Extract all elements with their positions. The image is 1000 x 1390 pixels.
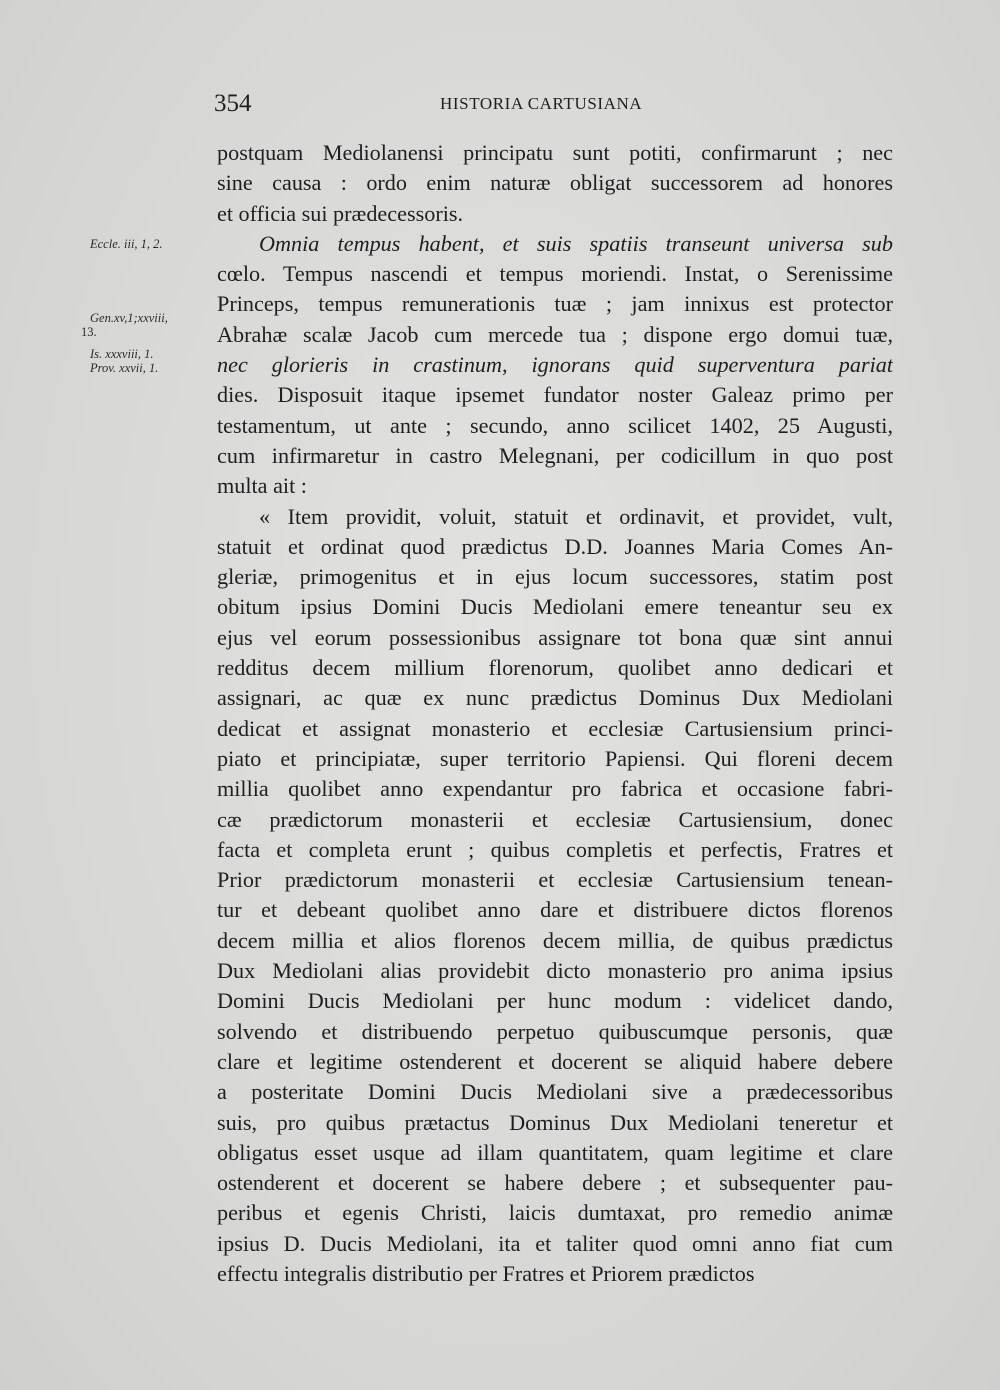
text-line: cæ prædictorum monasterii et ecclesiæ Cartusiensium, donec (217, 806, 893, 832)
margin-note-gen: Gen.xv,1;xxviii, (90, 311, 168, 325)
text-line: clare et legitime ostenderent et docerent se aliquid habere debere (217, 1048, 893, 1074)
text-line: postquam Mediolanensi principatu sunt potiti, confirmarunt ; nec (217, 140, 893, 165)
text-line: Prior prædictorum monasterii et ecclesiæ Cartusiensium tenean- (217, 867, 893, 893)
running-title: HISTORIA CARTUSIANA (440, 94, 643, 113)
text-line: et officia sui prædecessoris. (217, 200, 464, 226)
text-line: ipsius D. Ducis Mediolani, ita et taliter quod omni anno fiat cum (217, 1230, 893, 1256)
text-line: testamentum, ut ante ; secundo, anno scilicet 1402, 25 Augusti, (217, 412, 893, 438)
text-line: ostenderent et docerent se habere debere ; et subsequenter pau- (217, 1170, 893, 1196)
text-line: multa ait : (217, 473, 307, 499)
text-line: gleriæ, primogenitus et in ejus locum successores, statim post (217, 564, 893, 590)
text-line: Dux Mediolani alias providebit dicto monasterio pro anima ipsius (217, 958, 893, 984)
text-line: decem millia et alios florenos decem millia, de quibus prædictus (217, 927, 893, 953)
text-line: redditus decem millium florenorum, quolibet anno dedicari et (217, 655, 893, 681)
text-line: ejus vel eorum possessionibus assignare tot bona quæ sint annui (217, 624, 893, 650)
text-line: obitum ipsius Domini Ducis Mediolani emere teneantur seu ex (217, 594, 893, 620)
text-line: a posteritate Domini Ducis Mediolani sive a prædecessoribus (217, 1079, 893, 1105)
text-line: Abrahæ scalæ Jacob cum mercede tua ; dispone ergo domui tuæ, (217, 321, 893, 347)
page-number: 354 (214, 90, 252, 117)
text-line: peribus et egenis Christi, laicis dumtaxat, pro remedio animæ (217, 1200, 893, 1226)
margin-note-proverbs: Prov. xxvii, 1. (90, 361, 159, 375)
margin-note-gen-cont: 13. (81, 325, 97, 339)
text-line: sine causa : ordo enim naturæ obligat successorem ad honores (217, 170, 893, 196)
text-line: cœlo. Tempus nascendi et tempus moriendi. Instat, o Serenissime (217, 261, 893, 287)
text-line: assignari, ac quæ ex nunc prædictus Dominus Dux Mediolani (217, 685, 893, 711)
margin-note-eccle: Eccle. iii, 1, 2. (90, 237, 163, 251)
text-line: « Item providit, voluit, statuit et ordinavit, et providet, vult, (259, 503, 893, 529)
text-line: nec glorieris in crastinum, ignorans quid superventura pariat (217, 352, 893, 378)
text-line: millia quolibet anno expendantur pro fabrica et occasione fabri- (217, 776, 893, 802)
body-text (217, 138, 893, 1289)
text-line: suis, pro quibus prætactus Dominus Dux Mediolani teneretur et (217, 1109, 893, 1135)
text-line: tur et debeant quolibet anno dare et distribuere dictos florenos (217, 897, 893, 923)
page-header (0, 90, 1000, 124)
text-line: solvendo et distribuendo perpetuo quibuscumque personis, quæ (217, 1018, 893, 1044)
text-line: effectu integralis distributio per Fratres et Priorem prædictos (217, 1260, 755, 1286)
text-line: cum infirmaretur in castro Melegnani, per codicillum in quo post (217, 442, 893, 468)
text-line: facta et completa erunt ; quibus completis et perfectis, Fratres et (217, 836, 893, 862)
text-line: Domini Ducis Mediolani per hunc modum : videlicet dando, (217, 988, 893, 1014)
text-line: statuit et ordinat quod prædictus D.D. Joannes Maria Comes An- (217, 533, 893, 559)
text-line: piato et principiatæ, super territorio Papiensi. Qui floreni decem (217, 745, 893, 771)
text-line: Omnia tempus habent, et suis spatiis transeunt universa sub (259, 230, 893, 256)
text-line: Princeps, tempus remunerationis tuæ ; jam innixus est protector (217, 291, 893, 317)
text-line: dedicat et assignat monasterio et ecclesiæ Cartusiensium princi- (217, 715, 893, 741)
text-line: obligatus esset usque ad illam quantitatem, quam legitime et clare (217, 1139, 893, 1165)
text-line: dies. Disposuit itaque ipsemet fundator noster Galeaz primo per (217, 382, 893, 408)
margin-note-isaiah: Is. xxxviii, 1. (90, 347, 154, 361)
